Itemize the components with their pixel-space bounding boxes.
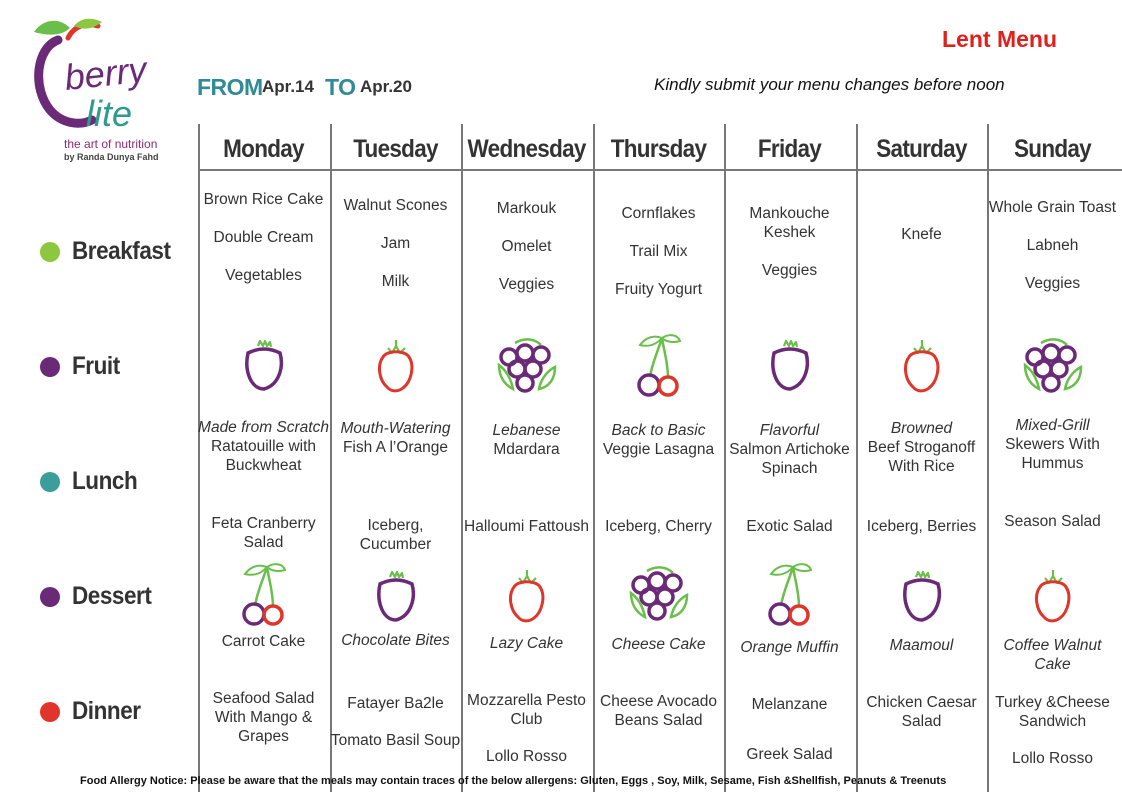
strawberry-icon: [371, 338, 421, 403]
dessert-cell: Cheese Cake: [611, 636, 706, 653]
meal-row-dessert: [40, 582, 160, 611]
cherry-icon: [239, 562, 289, 633]
fig-icon: [239, 337, 289, 402]
dessert-cell: Orange Muffin: [740, 639, 839, 656]
dinner-dish: Fatayer Ba2le: [347, 695, 444, 712]
dinner-cell: [330, 694, 461, 750]
breakfast-item: Milk: [381, 273, 410, 290]
salad-cell: Iceberg, Berries: [866, 518, 977, 535]
strawberry-icon: [502, 568, 552, 633]
strawberry-icon: [1028, 568, 1078, 633]
lunch-cell: [461, 421, 592, 459]
meal-label: Dessert: [72, 582, 152, 610]
meal-row-dinner: [40, 697, 148, 726]
lunch-dish: Beef Stroganoff With Rice: [867, 439, 976, 475]
dessert-cell: Coffee Walnut Cake: [1003, 637, 1102, 673]
dinner-cell: [593, 692, 724, 730]
cherry-icon: [634, 333, 684, 404]
dinner-dish: Melanzane: [751, 696, 828, 713]
breakfast-cell: [330, 196, 461, 291]
breakfast-cell: [724, 204, 855, 280]
from-label: FROM: [197, 74, 263, 100]
dinner-dish: Cheese Avocado Beans Salad: [600, 693, 717, 729]
lunch-dish: Veggie Lasagna: [602, 441, 715, 458]
meal-dot-icon: [40, 587, 60, 607]
lunch-style: Mixed-Grill: [1015, 417, 1090, 434]
lunch-style: Browned: [890, 420, 953, 437]
dessert-cell: Chocolate Bites: [341, 632, 450, 649]
lunch-cell: [856, 419, 987, 476]
breakfast-item: Fruity Yogurt: [614, 281, 703, 298]
cherry-icon: [765, 562, 815, 633]
breakfast-cell: [198, 190, 329, 285]
meal-dot-icon: [40, 702, 60, 722]
dinner-cell: [461, 691, 592, 766]
lunch-dish: Skewers With Hummus: [1005, 436, 1100, 472]
lunch-cell: [593, 421, 724, 459]
breakfast-item: Vegetables: [225, 267, 302, 284]
lunch-cell: [724, 421, 855, 478]
breakfast-cell: [593, 204, 724, 299]
dinner-cell: [856, 693, 987, 731]
meal-label: Dinner: [72, 697, 141, 725]
lunch-style: Made from Scratch: [198, 419, 329, 436]
fig-icon: [897, 568, 947, 633]
dinner-side: Lollo Rosso: [1012, 750, 1093, 767]
breakfast-cell: [856, 225, 987, 244]
dinner-cell: [987, 693, 1118, 768]
breakfast-item: Mankouche Keshek: [749, 205, 830, 241]
salad-cell: Exotic Salad: [746, 518, 833, 535]
from-date: Apr.14: [262, 77, 314, 96]
lunch-dish: Ratatouille with Buckwheat: [210, 438, 317, 474]
breakfast-item: Trail Mix: [629, 243, 688, 260]
day-header-monday: Monday: [223, 135, 304, 163]
dinner-dish: Turkey &Cheese Sandwich: [995, 694, 1110, 730]
meal-row-lunch: [40, 467, 145, 496]
dessert-cell: Maamoul: [889, 637, 954, 654]
lunch-cell: [330, 419, 461, 457]
menu-title: Lent Menu: [942, 26, 1057, 52]
breakfast-item: Brown Rice Cake: [203, 191, 324, 208]
lunch-style: Back to Basic: [611, 422, 706, 439]
svg-text:lite: lite: [86, 93, 133, 134]
lunch-cell: [198, 418, 329, 475]
to-label: TO: [325, 74, 356, 100]
day-header-wednesday: Wednesday: [467, 135, 586, 163]
day-header-saturday: Saturday: [876, 135, 967, 163]
day-header-thursday: Thursday: [610, 135, 707, 163]
fig-icon: [765, 337, 815, 402]
grapes-icon: [495, 335, 559, 406]
meal-label: Breakfast: [72, 237, 171, 265]
breakfast-item: Whole Grain Toast: [988, 199, 1117, 216]
allergy-notice: Food Allergy Notice: Please be aware that the meals may contain traces of the below allergens: Gluten, Eggs , Soy, Milk, Sesame, Fish &Shellfish, Peanuts & Treenuts: [80, 775, 947, 787]
breakfast-item: Omelet: [501, 238, 552, 255]
dinner-dish: Mozzarella Pesto Club: [467, 692, 586, 728]
lunch-dish: Fish A l’Orange: [342, 439, 449, 456]
day-header-tuesday: Tuesday: [353, 135, 438, 163]
grapes-icon: [627, 563, 691, 634]
dinner-cell: [724, 695, 855, 764]
svg-text:berry: berry: [62, 48, 149, 98]
meal-label: Fruit: [72, 352, 120, 380]
breakfast-cell: [987, 198, 1118, 293]
lunch-cell: [987, 416, 1118, 473]
brand-byline: by Randa Dunya Fahd: [64, 152, 159, 162]
breakfast-item: Labneh: [1026, 237, 1079, 254]
salad-cell: Halloumi Fattoush: [464, 518, 589, 535]
breakfast-item: Knefe: [901, 226, 942, 243]
day-header-sunday: Sunday: [1014, 135, 1091, 163]
meal-row-breakfast: [40, 237, 181, 266]
to-date: Apr.20: [360, 77, 412, 96]
dessert-cell: Carrot Cake: [221, 633, 306, 650]
brand-tagline: the art of nutrition: [64, 137, 158, 151]
dinner-dish: Seafood Salad With Mango & Grapes: [212, 690, 315, 745]
dinner-cell: [198, 689, 329, 746]
dinner-side: Lollo Rosso: [486, 748, 567, 765]
salad-cell: Season Salad: [1004, 513, 1101, 530]
salad-cell: Feta Cranberry Salad: [211, 515, 316, 551]
dessert-cell: Lazy Cake: [489, 635, 564, 652]
header-divider: [198, 169, 1122, 171]
dinner-side: Tomato Basil Soup: [330, 732, 461, 749]
submission-note: Kindly submit your menu changes before noon: [654, 75, 1005, 94]
day-header-friday: Friday: [757, 135, 822, 163]
meal-row-fruit: [40, 352, 125, 381]
dinner-dish: Chicken Caesar Salad: [866, 694, 977, 730]
salad-cell: Iceberg, Cherry: [605, 518, 712, 535]
breakfast-item: Veggies: [498, 276, 555, 293]
dinner-side: Greek Salad: [746, 746, 833, 763]
breakfast-item: Jam: [380, 235, 411, 252]
breakfast-item: Cornflakes: [621, 205, 696, 222]
lunch-dish: Mdardara: [493, 441, 560, 458]
meal-dot-icon: [40, 242, 60, 262]
meal-dot-icon: [40, 357, 60, 377]
lunch-dish: Salmon Artichoke Spinach: [729, 441, 850, 477]
lunch-style: Lebanese: [492, 422, 561, 439]
salad-cell: Iceberg, Cucumber: [359, 517, 432, 553]
lunch-style: Mouth-Watering: [340, 420, 451, 437]
breakfast-cell: [461, 199, 592, 294]
meal-dot-icon: [40, 472, 60, 492]
breakfast-item: Markouk: [496, 200, 557, 217]
breakfast-item: Walnut Scones: [343, 197, 448, 214]
breakfast-item: Veggies: [761, 262, 818, 279]
lunch-style: Flavorful: [759, 422, 820, 439]
breakfast-item: Double Cream: [213, 229, 314, 246]
fig-icon: [371, 568, 421, 633]
strawberry-icon: [897, 338, 947, 403]
grapes-icon: [1021, 335, 1085, 406]
meal-label: Lunch: [72, 467, 138, 495]
breakfast-item: Veggies: [1024, 275, 1081, 292]
